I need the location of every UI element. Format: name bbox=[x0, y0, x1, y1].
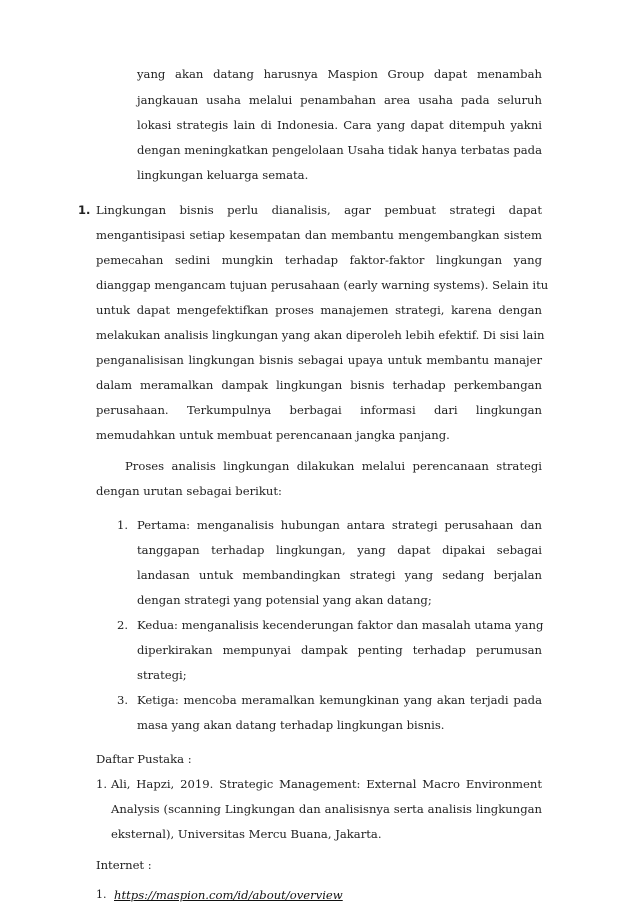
section-line: penganalisisan lingkungan bisnis sebagai upaya untuk membantu manajer bbox=[96, 353, 542, 367]
step-line: dengan strategi yang potensial yang akan datang; bbox=[137, 593, 432, 607]
section-line: perusahaan. Terkumpulnya berbagai informasi dari lingkungan bbox=[96, 403, 542, 417]
maspion-overview-link[interactable]: https://maspion.com/id/about/overview bbox=[114, 888, 343, 902]
bibliography-line: Ali, Hapzi, 2019. Strategic Management: External Macro Environment bbox=[111, 777, 542, 791]
bibliography-line: eksternal), Universitas Mercu Buana, Jakarta. bbox=[111, 827, 382, 841]
process-line: Proses analisis lingkungan dilakukan melalui perencanaan strategi bbox=[125, 459, 542, 473]
step-line: tanggapan terhadap lingkungan, yang dapat dipakai sebagai bbox=[137, 543, 542, 557]
section-line: dalam meramalkan dampak lingkungan bisnis terhadap perkembangan bbox=[96, 378, 542, 392]
continuation-line: jangkauan usaha melalui penambahan area usaha pada seluruh bbox=[137, 93, 542, 107]
step-line: diperkirakan mempunyai dampak penting terhadap perumusan bbox=[137, 643, 542, 657]
section-line: mengantisipasi setiap kesempatan dan membantu mengembangkan sistem bbox=[96, 228, 542, 242]
step-line: masa yang akan datang terhadap lingkungan bisnis. bbox=[137, 718, 445, 732]
internet-heading: Internet : bbox=[96, 858, 152, 872]
bibliography-heading: Daftar Pustaka : bbox=[96, 752, 192, 766]
continuation-line: lingkungan keluarga semata. bbox=[137, 168, 309, 182]
section-line: untuk dapat mengefektifkan proses manajemen strategi, karena dengan bbox=[96, 303, 542, 317]
bibliography-number: 1. bbox=[96, 777, 108, 791]
step-line: strategi; bbox=[137, 668, 187, 682]
step-number: 2. bbox=[117, 618, 129, 632]
continuation-line: yang akan datang harusnya Maspion Group dapat menambah bbox=[137, 67, 542, 81]
step-line: Pertama: menganalisis hubungan antara strategi perusahaan dan bbox=[137, 518, 542, 532]
process-line: dengan urutan sebagai berikut: bbox=[96, 484, 282, 498]
section-line: dianggap mengancam tujuan perusahaan (early warning systems). Selain itu bbox=[96, 278, 549, 292]
step-line: landasan untuk membandingkan strategi yang sedang berjalan bbox=[137, 568, 542, 582]
section-number: 1. bbox=[78, 203, 91, 217]
section-line: pemecahan sedini mungkin terhadap faktor-faktor lingkungan yang bbox=[96, 253, 542, 267]
bibliography-line: Analysis (scanning Lingkungan dan analisisnya serta analisis lingkungan bbox=[111, 802, 542, 816]
continuation-line: lokasi strategis lain di Indonesia. Cara yang dapat ditempuh yakni bbox=[137, 118, 542, 132]
section-line: memudahkan untuk membuat perencanaan jangka panjang. bbox=[96, 428, 450, 442]
step-line: Kedua: menganalisis kecenderungan faktor dan masalah utama yang bbox=[137, 618, 544, 632]
section-line: Lingkungan bisnis perlu dianalisis, agar pembuat strategi dapat bbox=[96, 203, 542, 217]
step-line: Ketiga: mencoba meramalkan kemungkinan yang akan terjadi pada bbox=[137, 693, 542, 707]
step-number: 3. bbox=[117, 693, 129, 707]
step-number: 1. bbox=[117, 518, 129, 532]
section-line: melakukan analisis lingkungan yang akan diperoleh lebih efektif. Di sisi lain bbox=[96, 328, 545, 342]
continuation-line: dengan meningkatkan pengelolaan Usaha tidak hanya terbatas pada bbox=[137, 143, 542, 157]
internet-number: 1. bbox=[96, 888, 107, 901]
